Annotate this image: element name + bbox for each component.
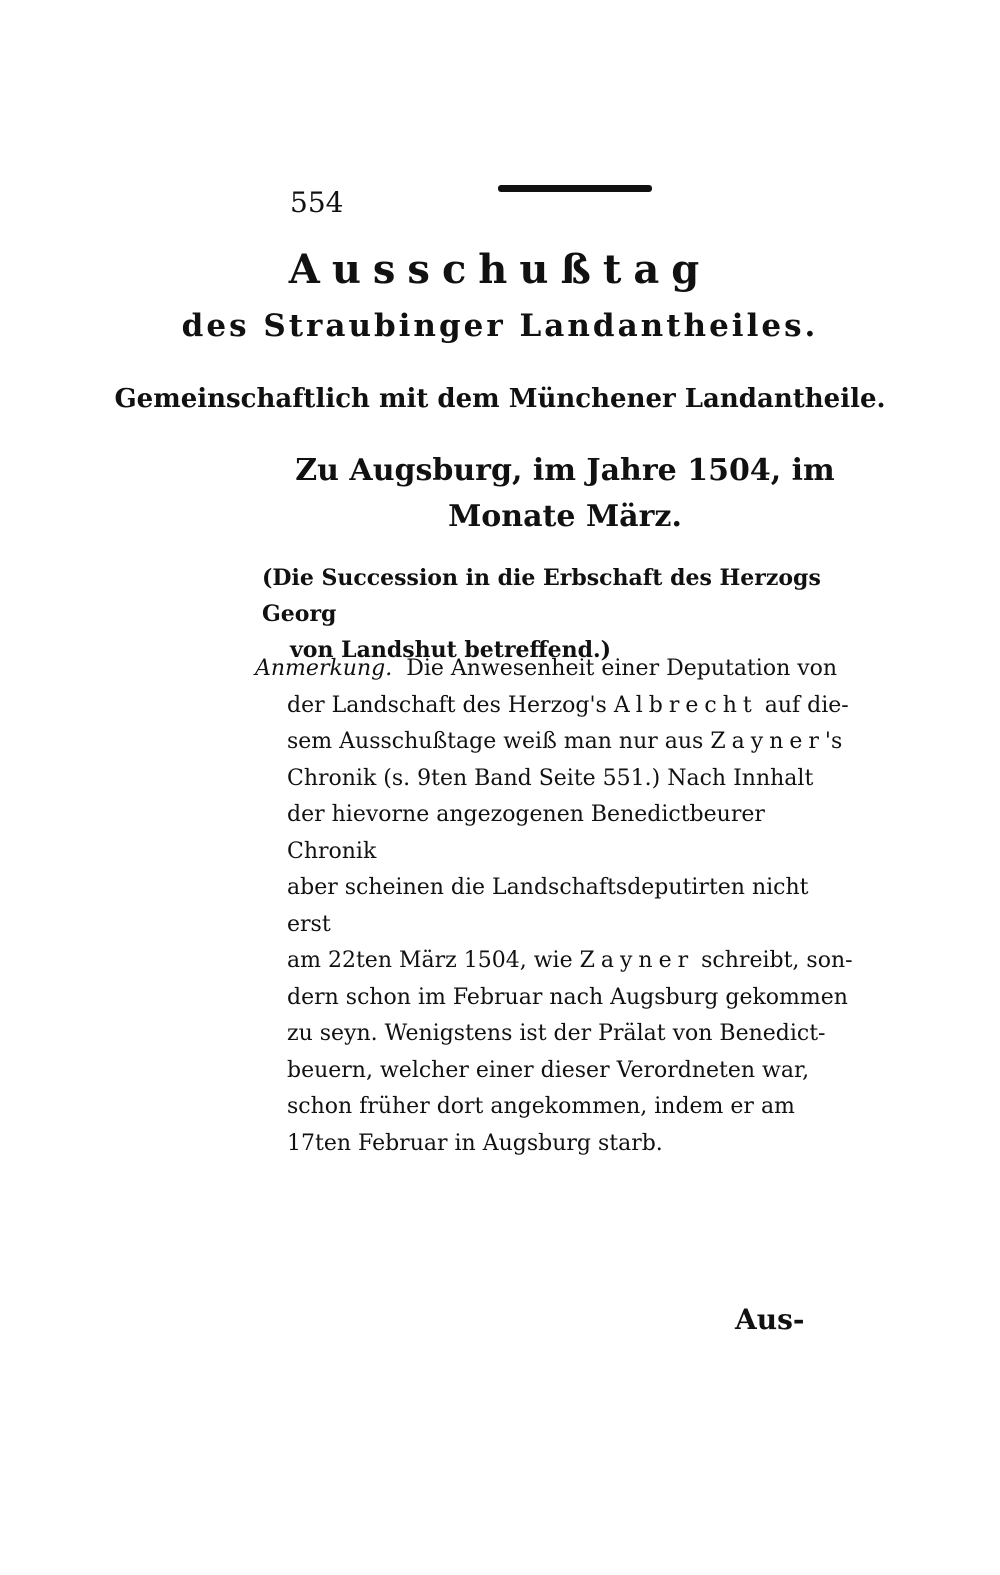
catchword: Aus- (735, 1303, 805, 1336)
note-line: 17ten Februar in Augsburg starb. (287, 1130, 663, 1156)
name-zayner-2: Zayner (579, 948, 695, 973)
note-line: aber scheinen die Landschaftsdeputirten nicht erst (287, 875, 809, 937)
note-line: Anmerkung. Die Anwesenheit einer Deputation von (255, 656, 838, 681)
note-line: schon früher dort angekommen, indem er am (287, 1094, 795, 1119)
page-number: 554 (290, 186, 344, 219)
note-line: zu seyn. Wenigstens ist der Prälat von Benedict- (287, 1021, 826, 1046)
title-main: Ausschußtag (288, 246, 712, 293)
note-line: Chronik (s. 9ten Band Seite 551.) Nach Innhalt (287, 765, 814, 791)
title-subtitle-2: Gemeinschaftlich mit dem Münchener Landantheile. (114, 384, 886, 414)
note-line: der hievorne angezogenen Benedictbeurer Chronik (287, 802, 765, 864)
header-rule (498, 185, 652, 192)
name-zayner: Zayner (710, 729, 825, 754)
note-label: Anmerkung. (255, 656, 393, 681)
note-line: sem Ausschußtage weiß man nur aus Zayner's (287, 729, 843, 754)
title-subtitle-3: Zu Augsburg, im Jahre 1504, im Monate März. (295, 453, 835, 534)
name-albrecht: Albrecht (613, 692, 758, 718)
note-line: der Landschaft des Herzog's Albrecht auf die- (287, 692, 849, 718)
note-line: dern schon im Februar nach Augsburg gekommen (287, 984, 848, 1010)
note-line: beuern, welcher einer dieser Verordneten war, (287, 1057, 810, 1083)
summary-line-1: (Die Succession in die Erbschaft des Herzogs Georg (262, 565, 821, 627)
summary-line-2: von Landshut betreffend.) (290, 637, 612, 663)
note-line: am 22ten März 1504, wie Zayner schreibt, son- (287, 948, 853, 973)
title-subtitle-1: des Straubinger Landantheiles. (181, 308, 819, 344)
note-paragraph (255, 651, 855, 1162)
